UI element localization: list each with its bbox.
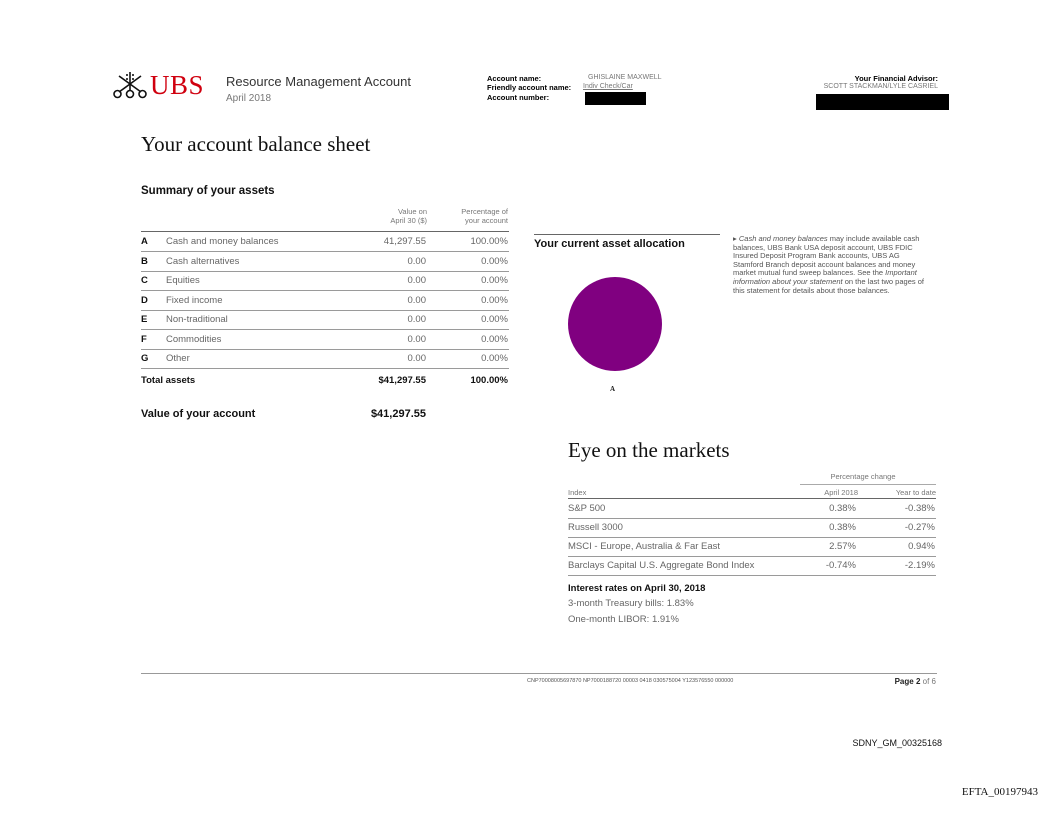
account-name-label: Account name: — [487, 74, 542, 83]
advisor-redaction — [816, 94, 949, 110]
ubs-keys-icon — [113, 70, 147, 100]
interest-rates-heading: Interest rates on April 30, 2018 — [568, 583, 706, 594]
asset-pct: 0.00% — [481, 294, 508, 306]
asset-name: Other — [166, 353, 190, 364]
market-row — [568, 519, 936, 538]
market-month-change: 0.38% — [829, 503, 856, 514]
asset-name: Commodities — [166, 333, 222, 345]
efta-number: EFTA_00197943 — [961, 786, 1038, 798]
statement-period: April 2018 — [226, 93, 272, 104]
asset-name: Fixed income — [166, 294, 223, 306]
libor-rate: One-month LIBOR: 1.91% — [568, 614, 679, 625]
asset-name: Cash alternatives — [166, 255, 240, 267]
ubs-logo: UBS — [150, 70, 205, 100]
account-value-label: Value of your account — [141, 408, 256, 420]
friendly-name-label: Friendly account name: — [487, 83, 572, 92]
asset-letter: A — [141, 236, 148, 247]
footer-code: CNP70008005697870 NP7000188720 00003 0418 030575004 Y123576550 000000 — [527, 678, 734, 684]
total-assets-value: $41,297.55 — [378, 375, 426, 386]
market-ytd-change: 0.94% — [908, 541, 935, 552]
markets-title: Eye on the markets — [568, 438, 730, 462]
allocation-pie — [566, 275, 664, 373]
value-column-header: Value on April 30 ($) — [390, 207, 427, 225]
summary-heading: Summary of your assets — [141, 185, 275, 197]
ytd-column-header: Year to date — [895, 488, 936, 497]
asset-value: 0.00 — [407, 294, 426, 306]
percentage-change-label: Percentage change — [830, 472, 896, 481]
total-assets-pct: 100.00% — [470, 375, 508, 386]
treasury-rate: 3-month Treasury bills: 1.83% — [568, 598, 694, 609]
account-number-redaction — [585, 92, 646, 105]
asset-letter: C — [141, 275, 148, 286]
asset-row — [141, 310, 509, 330]
asset-value: 0.00 — [407, 353, 426, 364]
asset-letter: D — [141, 294, 148, 306]
allocation-heading: Your current asset allocation — [534, 238, 685, 250]
market-index-name: Russell 3000 — [568, 522, 623, 533]
asset-row — [141, 349, 509, 369]
asset-letter: F — [141, 333, 147, 345]
account-value: $41,297.55 — [370, 408, 426, 420]
account-type: Resource Management Account — [226, 74, 411, 89]
asset-pct: 0.00% — [481, 255, 508, 267]
market-month-change: 2.57% — [829, 541, 856, 552]
asset-pct: 0.00% — [481, 314, 508, 325]
markets-header-rule — [568, 498, 936, 499]
market-month-change: 0.38% — [829, 522, 856, 533]
market-row — [568, 557, 936, 576]
bates-number: SDNY_GM_00325168 — [852, 738, 942, 748]
pie-slice-label: A — [610, 385, 616, 393]
total-assets-label: Total assets — [141, 375, 196, 386]
market-month-change: -0.74% — [825, 560, 856, 571]
asset-letter: B — [141, 255, 148, 267]
allocation-rule — [534, 234, 720, 235]
asset-name: Cash and money balances — [166, 236, 279, 247]
advisor-name: SCOTT STACKMAN/LYLE CASRIEL — [823, 83, 938, 90]
asset-row — [141, 330, 509, 350]
asset-letter: G — [141, 353, 149, 364]
asset-row — [141, 291, 509, 311]
asset-pct: 0.00% — [481, 275, 508, 286]
percentage-change-rule — [800, 484, 936, 485]
asset-name: Non-traditional — [166, 314, 228, 325]
market-row — [568, 500, 936, 519]
asset-row — [141, 271, 509, 291]
asset-value: 0.00 — [407, 314, 426, 325]
percentage-column-header: Percentage of your account — [461, 207, 508, 225]
cash-balances-note: ▸ Cash and money balances may include available cash balances, UBS Bank USA deposit account, UBS FDIC Insured Deposit Program Bank accounts, UBS AG Stamford Branch deposit account balances and money market mutual fund sweep balances. See the Important information about your statement on the last two pages of this statement for details about those balances. — [733, 234, 924, 295]
asset-value: 0.00 — [407, 275, 426, 286]
asset-value: 0.00 — [407, 333, 426, 345]
market-index-name: Barclays Capital U.S. Aggregate Bond Index — [568, 560, 755, 571]
market-index-name: MSCI - Europe, Australia & Far East — [568, 541, 721, 552]
asset-value: 41,297.55 — [383, 236, 426, 247]
advisor-label: Your Financial Advisor: — [854, 74, 938, 83]
april-column-header: April 2018 — [824, 488, 858, 497]
note-bullet-icon: ▸ — [733, 234, 737, 243]
market-ytd-change: -0.38% — [904, 503, 935, 514]
asset-pct: 0.00% — [481, 333, 508, 345]
market-ytd-change: -2.19% — [904, 560, 935, 571]
page-number: Page 2 of 6 — [894, 677, 936, 686]
market-index-name: S&P 500 — [568, 503, 606, 514]
asset-row — [141, 232, 509, 252]
friendly-name-value: Indiv Check/Car — [583, 83, 633, 90]
index-column-header: Index — [568, 488, 587, 497]
asset-name: Equities — [166, 275, 200, 286]
page-title: Your account balance sheet — [141, 132, 371, 156]
pie-slice-a — [568, 277, 662, 371]
account-number-label: Account number: — [487, 93, 550, 102]
account-name-value: GHISLAINE MAXWELL — [588, 74, 662, 81]
footer-rule — [141, 673, 937, 674]
asset-value: 0.00 — [407, 255, 426, 267]
asset-pct: 0.00% — [481, 353, 508, 364]
market-row — [568, 538, 936, 557]
asset-row — [141, 252, 509, 272]
market-ytd-change: -0.27% — [904, 522, 935, 533]
asset-letter: E — [141, 314, 148, 325]
asset-pct: 100.00% — [470, 236, 508, 247]
